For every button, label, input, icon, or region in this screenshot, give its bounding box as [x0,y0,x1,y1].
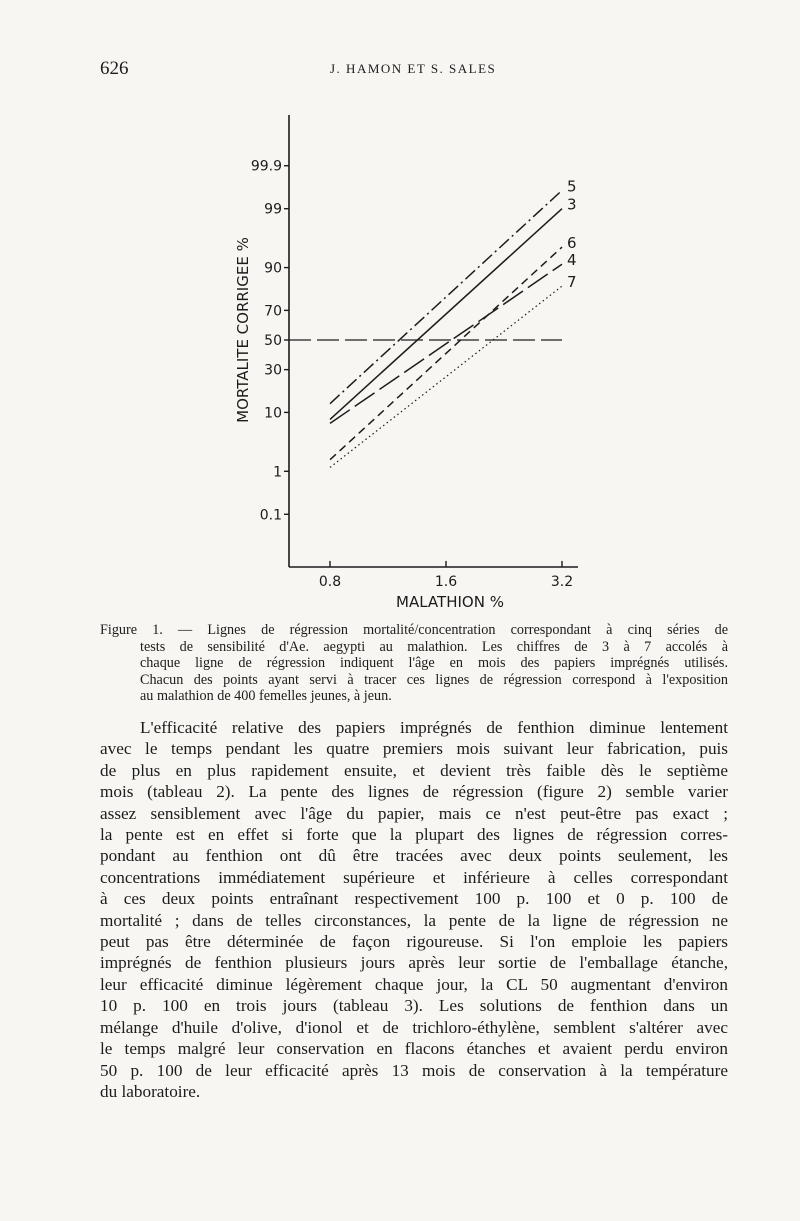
body-line: le temps malgré leur conservation en flacons étanches et avaient perdu environ [100,1039,728,1059]
caption-line: chaque ligne de régression indiquent l'âge en mois des papiers imprégnés utilisés. [140,655,728,671]
y-axis-label: MORTALITE CORRIGEE % [234,237,252,423]
caption-line: — Lignes de régression mortalité/concentration correspondant à cinq séries de [178,622,729,638]
body-line: concentrations immédiatement supérieure et inférieure à celles correspondant [100,867,728,887]
chart-ticks [251,159,573,590]
y-tick-label: 30 [264,362,282,379]
caption-first-line [100,622,728,639]
body-line: de plus en plus rapidement ensuite, et devient très faible dès le septième [100,760,728,780]
body-line: mois (tableau 2). La pente des lignes de régression (figure 2) semble varier [100,782,728,802]
regression-line-4 [330,264,562,423]
series-label-5: 5 [567,177,577,196]
regression-line-5 [330,190,562,403]
x-tick-label: 3.2 [550,574,574,590]
body-line: la pente est en effet si forte que la plupart des lignes de régression corres- [100,825,728,845]
y-tick-label: 1 [273,464,282,481]
y-tick-label: 50 [264,333,282,349]
page-number: 626 [100,58,129,79]
running-head: J. HAMON ET S. SALES [330,61,497,76]
x-tick-label: 1.6 [434,574,458,590]
body-line: L'efficacité relative des papiers imprégnés de fenthion diminue lentement [140,718,728,737]
y-tick-label: 99 [264,201,282,218]
body-line: imprégnés de fenthion plusieurs jours après leur sortie de l'emballage étanche, [100,953,728,973]
caption-rest [100,639,728,705]
y-tick-label: 99.9 [250,158,282,175]
body-line: du laboratoire. [100,1081,201,1101]
chart-axes [289,115,578,567]
regression-line-6 [330,247,562,460]
body-line: à ces deux points entraînant respectivement 100 p. 100 et 0 p. 100 de [100,889,728,909]
y-tick-label: 0.1 [259,507,282,524]
series-label-6: 6 [567,234,577,253]
y-tick-label: 10 [264,405,282,422]
body-line: mortalité ; dans de telles circonstances, la pente de la ligne de régression ne [100,910,728,930]
y-tick-label: 90 [264,260,282,277]
body-line: 10 p. 100 en trois jours (tableau 3). Les solutions de fenthion dans un [100,996,728,1016]
series-label-7: 7 [567,273,577,292]
regression-line-3 [330,209,562,420]
caption-line: Chacun des points ayant servi à tracer ces lignes de régression correspond à l'exposition [140,671,728,688]
caption-line: au malathion de 400 femelles jeunes, à jeun. [140,688,392,704]
figure-caption [100,622,728,705]
body-paragraph [100,717,728,1102]
x-tick-label: 0.8 [318,574,342,590]
body-line: mélange d'huile d'olive, d'ionol et de trichloro-éthylène, semblent s'altérer avec [100,1017,728,1037]
series-label-3: 3 [567,195,577,214]
caption-line: tests de sensibilité d'Ae. aegypti au malathion. Les chiffres de 3 à 7 accolés à [140,638,728,655]
chart-series [289,177,577,467]
body-line: avec le temps pendant les quatre premiers mois suivant leur fabrication, puis [100,739,728,759]
body-line: pondant au fenthion ont dû être tracées avec deux points seulement, les [100,846,728,866]
body-line: assez sensiblement avec l'âge du papier, mais ce n'est peut-être pas exact ; [100,803,728,823]
body-line: leur efficacité diminue légèrement chaque jour, la CL 50 augmentant d'environ [100,974,728,994]
x-axis-label: MALATHION % [396,593,504,611]
caption-label: Figure 1. [100,622,163,638]
y-tick-label: 70 [264,303,282,320]
body-line: peut pas être déterminée de façon rigoureuse. Si l'on emploie les papiers [100,932,728,952]
body-line: 50 p. 100 de leur efficacité après 13 mois de conservation à la température [100,1060,728,1080]
series-label-4: 4 [567,251,577,270]
